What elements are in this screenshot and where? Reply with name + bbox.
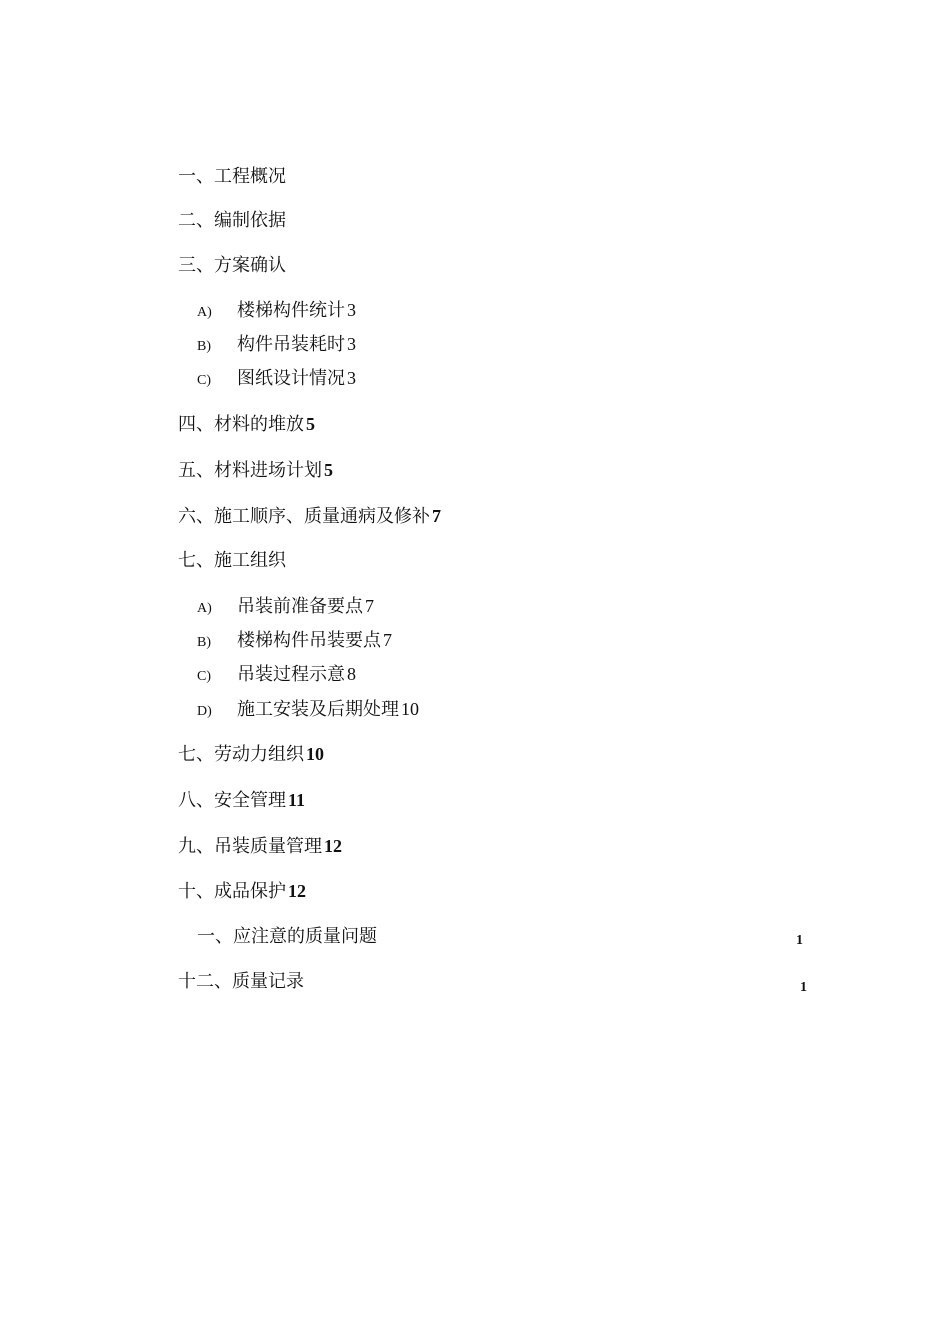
toc-subentry-marker: B) xyxy=(197,339,211,354)
toc-entry-text: 九、吊装质量管理 xyxy=(178,836,322,857)
toc-entry-text: 五、材料进场计划 xyxy=(178,460,322,481)
toc-subentry-text: 施工安装及后期处理 xyxy=(237,699,399,720)
toc-page-number: 5 xyxy=(324,460,333,480)
toc-page-number: 10 xyxy=(306,744,324,764)
toc-entry-13[interactable] xyxy=(178,970,304,994)
toc-entry-text: 七、劳动力组织 xyxy=(178,744,304,765)
toc-entry-text: 三、方案确认 xyxy=(178,255,286,276)
toc-subentry-marker: C) xyxy=(197,669,211,684)
toc-entry-8[interactable] xyxy=(178,742,324,767)
toc-entry-3[interactable] xyxy=(178,254,286,278)
toc-page-number: 11 xyxy=(288,790,306,810)
toc-entry-text: 八、安全管理 xyxy=(178,790,286,811)
toc-page-number: 5 xyxy=(306,414,315,434)
toc-entry-text: 六、施工顺序、质量通病及修补 xyxy=(178,506,430,527)
toc-subentry-7d[interactable] xyxy=(197,697,419,724)
toc-entry-6[interactable] xyxy=(178,504,441,529)
toc-subentry-3b[interactable] xyxy=(197,332,356,359)
toc-subentry-7a[interactable] xyxy=(197,594,374,621)
toc-subentry-7b[interactable] xyxy=(197,628,392,655)
toc-subentry-text: 楼梯构件吊装要点 xyxy=(237,630,381,651)
toc-entry-text: 二、编制依据 xyxy=(178,210,286,231)
toc-entry-4[interactable] xyxy=(178,412,315,437)
toc-subentry-text: 图纸设计情况 xyxy=(237,368,345,389)
toc-page-number: 3 xyxy=(347,300,356,320)
toc-entry-9[interactable] xyxy=(178,788,305,813)
toc-page-number-right: 1 xyxy=(796,933,803,948)
toc-subentry-text: 构件吊装耗时 xyxy=(237,334,345,355)
toc-entry-7[interactable] xyxy=(178,549,286,573)
toc-subentry-3c[interactable] xyxy=(197,366,356,393)
toc-page-number: 8 xyxy=(347,664,356,684)
toc-subentry-text: 吊装前准备要点 xyxy=(237,596,363,617)
toc-entry-text: 一、工程概况 xyxy=(178,166,286,187)
toc-entry-12[interactable] xyxy=(197,925,377,949)
toc-subentry-marker: A) xyxy=(197,601,212,616)
toc-entry-1[interactable] xyxy=(178,165,286,189)
toc-subentry-marker: A) xyxy=(197,305,212,320)
toc-page-number: 3 xyxy=(347,334,356,354)
toc-entry-text: 十、成品保护 xyxy=(178,881,286,902)
toc-subentry-7c[interactable] xyxy=(197,662,356,689)
toc-entry-text: 一、应注意的质量问题 xyxy=(197,926,377,947)
toc-subentry-marker: B) xyxy=(197,635,211,650)
toc-subentry-text: 吊装过程示意 xyxy=(237,664,345,685)
toc-subentry-marker: C) xyxy=(197,373,211,388)
toc-page-number: 7 xyxy=(383,630,392,650)
toc-entry-2[interactable] xyxy=(178,209,286,233)
toc-subentry-marker: D) xyxy=(197,704,212,719)
toc-subentry-text: 楼梯构件统计 xyxy=(237,300,345,321)
toc-entry-11[interactable] xyxy=(178,879,306,904)
toc-page-number-right: 1 xyxy=(800,980,807,995)
toc-page-number: 12 xyxy=(288,881,306,901)
toc-entry-10[interactable] xyxy=(178,834,342,859)
toc-page-number: 12 xyxy=(324,836,342,856)
toc-entry-text: 十二、质量记录 xyxy=(178,971,304,992)
toc-page-number: 7 xyxy=(365,596,374,616)
toc-entry-5[interactable] xyxy=(178,458,333,483)
toc-page-number: 10 xyxy=(401,699,419,719)
toc-entry-text: 七、施工组织 xyxy=(178,550,286,571)
toc-entry-text: 四、材料的堆放 xyxy=(178,414,304,435)
toc-page-number: 3 xyxy=(347,368,356,388)
toc-page-number: 7 xyxy=(432,506,441,526)
toc-subentry-3a[interactable] xyxy=(197,298,356,325)
